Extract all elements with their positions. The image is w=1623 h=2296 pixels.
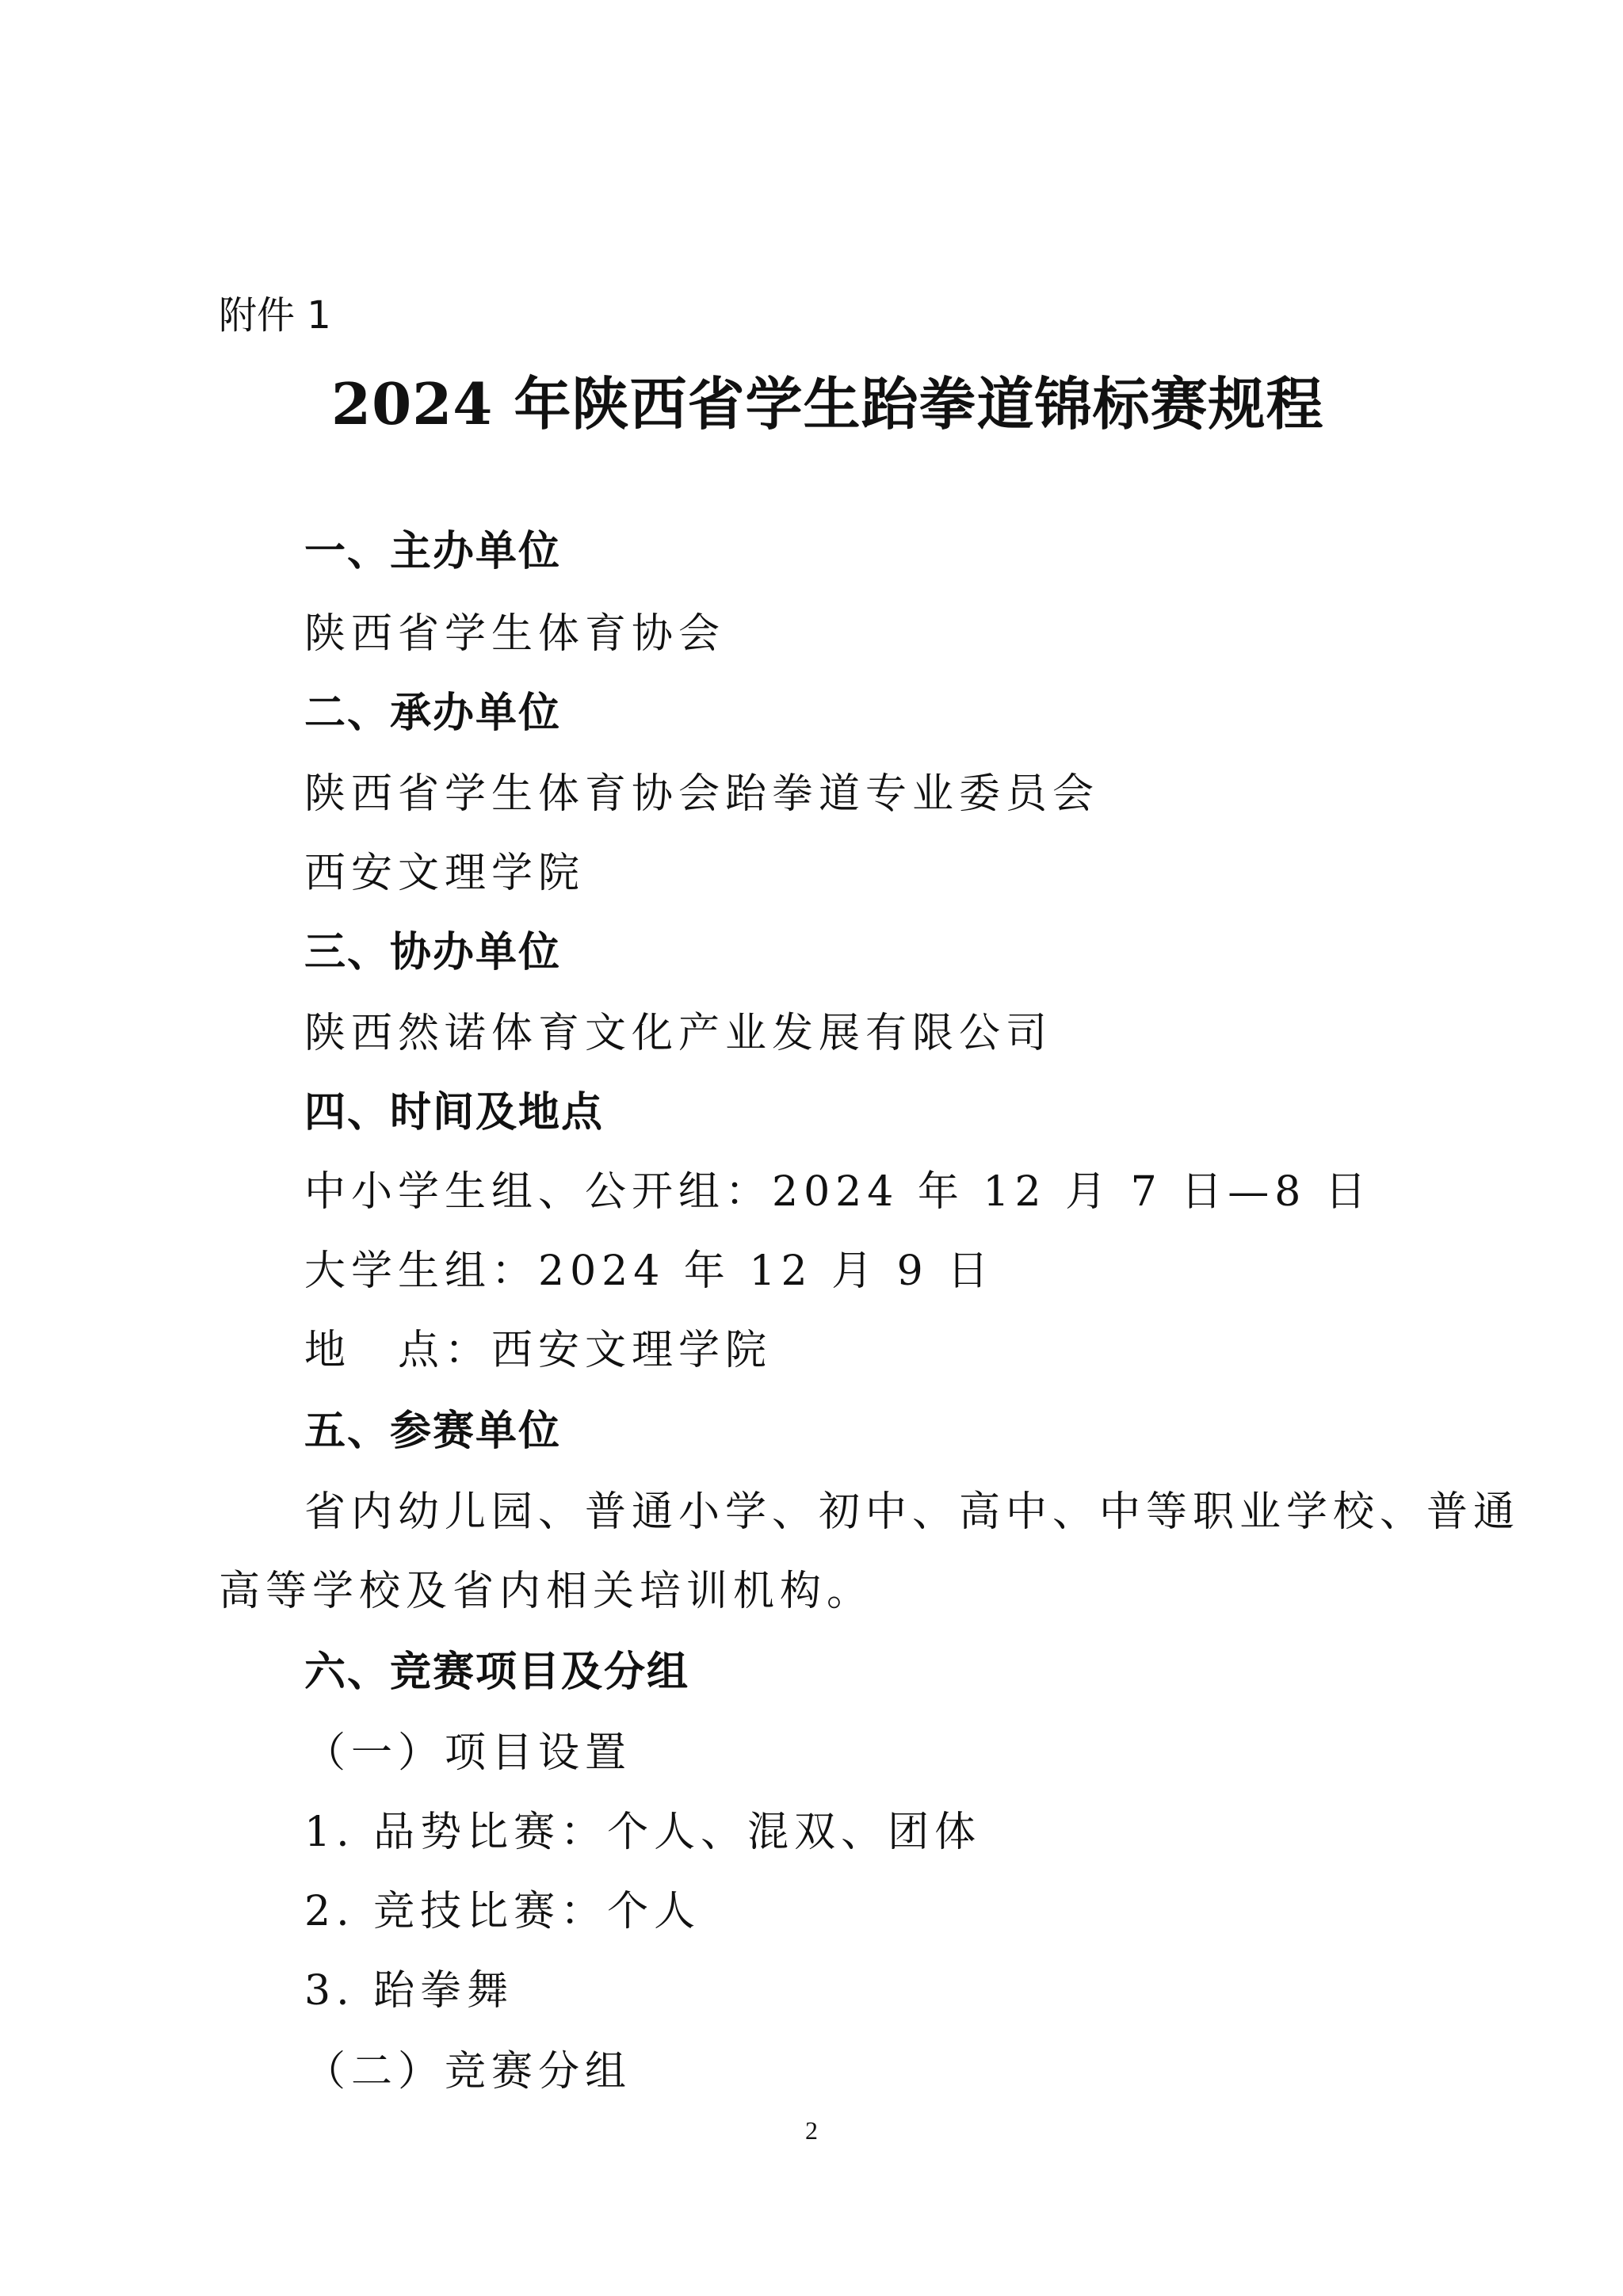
section-4-line-2: 大学生组：2024 年 12 月 9 日 (304, 1247, 995, 1295)
section-5-line-1: 省内幼儿园、普通小学、初中、高中、中等职业学校、普通 (304, 1488, 1521, 1536)
page-number: 2 (805, 2116, 818, 2145)
document-title: 2024 年陕西省学生跆拳道锦标赛规程 (331, 370, 1324, 437)
section-6-subheading-1: （一）项目设置 (304, 1729, 632, 1777)
section-4-line-3: 地 点：西安文理学院 (304, 1327, 773, 1374)
section-6-item-1: 1. 品势比赛：个人、混双、团体 (304, 1809, 982, 1856)
section-1-line-1: 陕西省学生体育协会 (304, 610, 726, 658)
section-1-heading: 一、主办单位 (304, 528, 562, 575)
section-6-heading: 六、竞赛项目及分组 (304, 1648, 690, 1696)
section-2-heading: 二、承办单位 (304, 690, 562, 737)
section-2-line-2: 西安文理学院 (304, 850, 586, 897)
section-3-line-1: 陕西然诺体育文化产业发展有限公司 (304, 1010, 1053, 1057)
section-2-line-1: 陕西省学生体育协会跆拳道专业委员会 (304, 770, 1100, 818)
section-6-item-2: 2. 竞技比赛：个人 (304, 1888, 701, 1935)
section-4-line-1: 中小学生组、公开组：2024 年 12 月 7 日—8 日 (304, 1168, 1372, 1216)
section-6-subheading-2: （二）竞赛分组 (304, 2048, 632, 2095)
section-5-line-2: 高等学校及省内相关培训机构。 (219, 1568, 874, 1615)
attachment-label: 附件 1 (219, 293, 331, 338)
section-4-heading: 四、时间及地点 (304, 1089, 605, 1137)
section-5-heading: 五、参赛单位 (304, 1408, 562, 1455)
section-3-heading: 三、协办单位 (304, 929, 562, 976)
section-6-item-3: 3. 跆拳舞 (304, 1967, 514, 2015)
